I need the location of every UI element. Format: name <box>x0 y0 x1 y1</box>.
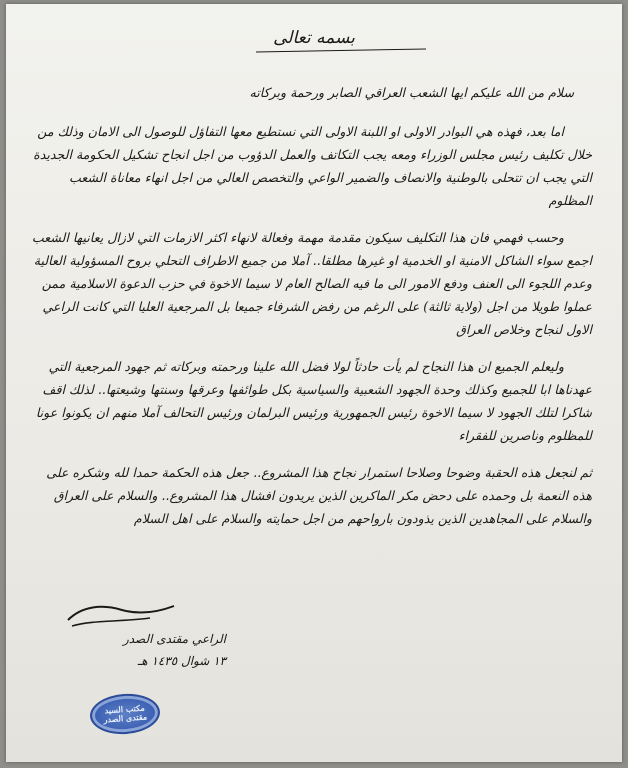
paragraph-3 <box>30 355 592 447</box>
official-stamp <box>89 692 162 737</box>
paragraph-4 <box>30 461 592 530</box>
paragraph-1 <box>30 120 592 212</box>
paragraph-2-text: وحسب فهمي فان هذا التكليف سيكون مقدمة مهمة وفعالة لانهاء اكثر الازمات التي لازال يعانيها الشعب اجمع سواء الشاكل الامنية او الخدمية او غيرها مطلقا.. آملا من جميع الاطراف التحلي بروح المسؤولية العالية وعدم اللجوء الى العنف ودفع الامور الى ما فيه الصالح العام لا سيما الاخوة في حزب الدعوة الاسلامية ممن عملوا طويلا من اجل (ولاية ثالثة) على الرغم من رفض الشرفاء جميعا بل المرجعية العليا التي كانت الراعي الاول لنجاح وخلاص العراق <box>31 230 592 337</box>
basmala-underline <box>256 49 426 53</box>
paragraph-4-text: ثم لنجعل هذه الحقبة وضوحا وصلاحا استمرار نجاح هذا المشروع.. جعل هذه الحكمة حمدا لله وشكره على هذه النعمة بل وحمده على دحض مكر الماكرين الذين يريدون افشال هذا المشروع.. والسلام على العراق والسلام على المجاهدين الذين يذودون بارواحهم من اجل حمايته والسلام على اهل السلام <box>46 465 592 526</box>
paragraph-3-text: وليعلم الجميع ان هذا النجاح لم يأت حادثاً لولا فضل الله علينا ورحمته وبركاته ثم جهود المرجعية التي عهدناها ابا للجميع وكذلك وحدة الجهود الشعبية والسياسية بكل طوائفها وعرقها وسنتها وشيعتها.. لذلك اقف شاكرا لتلك الجهود لا سيما الاخوة رئيس الجمهورية ورئيس البرلمان ورئيس التحالف آملا منهم ان يكونوا عونا للمظلوم وناصرين للفقراء <box>35 359 592 443</box>
letter-sheet <box>6 4 622 762</box>
signature-block <box>46 628 226 672</box>
signature-name: الراعي مقتدى الصدر <box>122 632 226 646</box>
signature-date: ١٣ شوال ١٤٣٥ هـ <box>137 654 226 668</box>
paragraph-1-text: اما بعد، فهذه هي البوادر الاولى او اللبنة الاولى التي نستطيع معها التفاؤل للوصول الى الامان وذلك من خلال تكليف رئيس مجلس الوزراء ومعه يجب التكاتف والعمل الدؤوب من اجل انجاح تشكيل الحكومة الجديدة التي يجب ان تتحلى بالوطنية والانصاف والضمير الواعي والتخصص العالي من اجل انهاء معاناة الشعب المظلوم <box>33 124 592 208</box>
basmala-heading: بسمه تعالى <box>273 28 355 48</box>
paragraph-2 <box>30 226 592 341</box>
greeting-line: سلام من الله عليكم ايها الشعب العراقي الصابر ورحمة وبركاته <box>249 85 574 100</box>
stamp-text: مكتب السيد مقتدى الصدر <box>103 702 148 725</box>
letter-body <box>30 82 592 544</box>
